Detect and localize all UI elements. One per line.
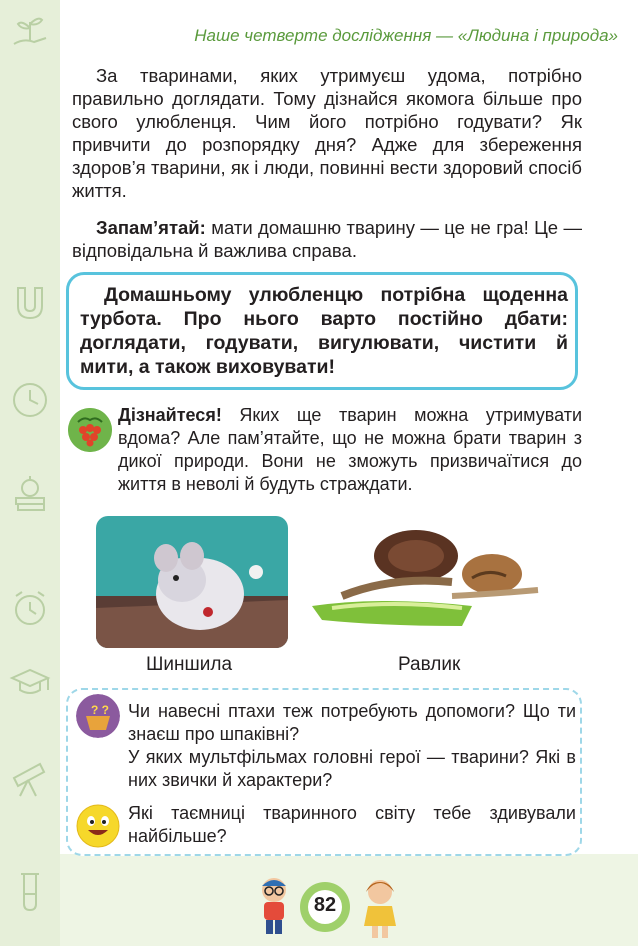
- snail-photo: [302, 516, 558, 648]
- chinchilla-photo: [96, 516, 288, 648]
- question-cartoons: У яких мультфільмах головні герої — тварини? Які в них звички й характери?: [128, 747, 576, 790]
- girl-character-icon: [360, 874, 400, 940]
- left-sidebar: [0, 0, 60, 946]
- apple-books-icon: [8, 470, 52, 514]
- snail-caption: Равлик: [398, 654, 461, 675]
- page-number: 82: [313, 894, 337, 916]
- smiley-face-icon: [76, 804, 120, 848]
- remember-label: Запам’ятай:: [96, 217, 206, 238]
- question-secrets: Які таємниці тваринного світу тебе здивували найбільше?: [128, 803, 576, 846]
- fact-text: Яких ще тварин можна утримувати вдома? Але пам’ятайте, що не можна брати тварин з дикої природи. Вони не зможуть призвичаїтися до життя в неволі й будуть страждати.: [118, 405, 582, 494]
- fact-label: Дізнайтеся!: [118, 405, 222, 425]
- fact-paragraph: [118, 404, 582, 496]
- rowan-berries-icon: [68, 408, 112, 452]
- telescope-icon: [8, 756, 52, 800]
- remember-paragraph: [72, 216, 582, 262]
- question-basket-icon: [76, 694, 120, 738]
- question-birds: Чи навесні птахи теж потребують допомоги? Що ти знаєш про шпаківні?: [128, 701, 576, 744]
- page-header: Наше четверте дослідження — «Людина і природа»: [194, 26, 618, 45]
- clock-icon: [8, 378, 52, 422]
- alarm-clock-icon: [8, 586, 52, 630]
- svg-text:? ?: ? ?: [91, 703, 109, 717]
- remember-text: мати домашню тварину — це не гра! Це — відповідальна й важлива справа.: [72, 217, 582, 261]
- hand-plant-icon: [8, 10, 52, 54]
- graduation-cap-icon: [8, 660, 52, 704]
- boy-character-icon: [254, 872, 294, 938]
- intro-paragraph: За тваринами, яких утримуєш удома, потрібно правильно доглядати. Тому дізнайся якомога більше про свого улюбленця. Чим його потрібно годувати? Як привчити до розпорядку дня? Адже для збереження здоров’я тварини, як і люди, повинні вести здоровий спосіб життя.: [72, 65, 582, 201]
- chinchilla-caption: Шиншила: [146, 654, 233, 675]
- magnet-icon: [8, 280, 52, 324]
- test-tube-icon: [8, 870, 52, 914]
- rule-text: Домашньому улюбленцю потрібна щоденна турбота. Про нього варто постійно дбати: доглядати, годувати, вигулювати, чистити й мити, а також виховувати!: [80, 284, 568, 378]
